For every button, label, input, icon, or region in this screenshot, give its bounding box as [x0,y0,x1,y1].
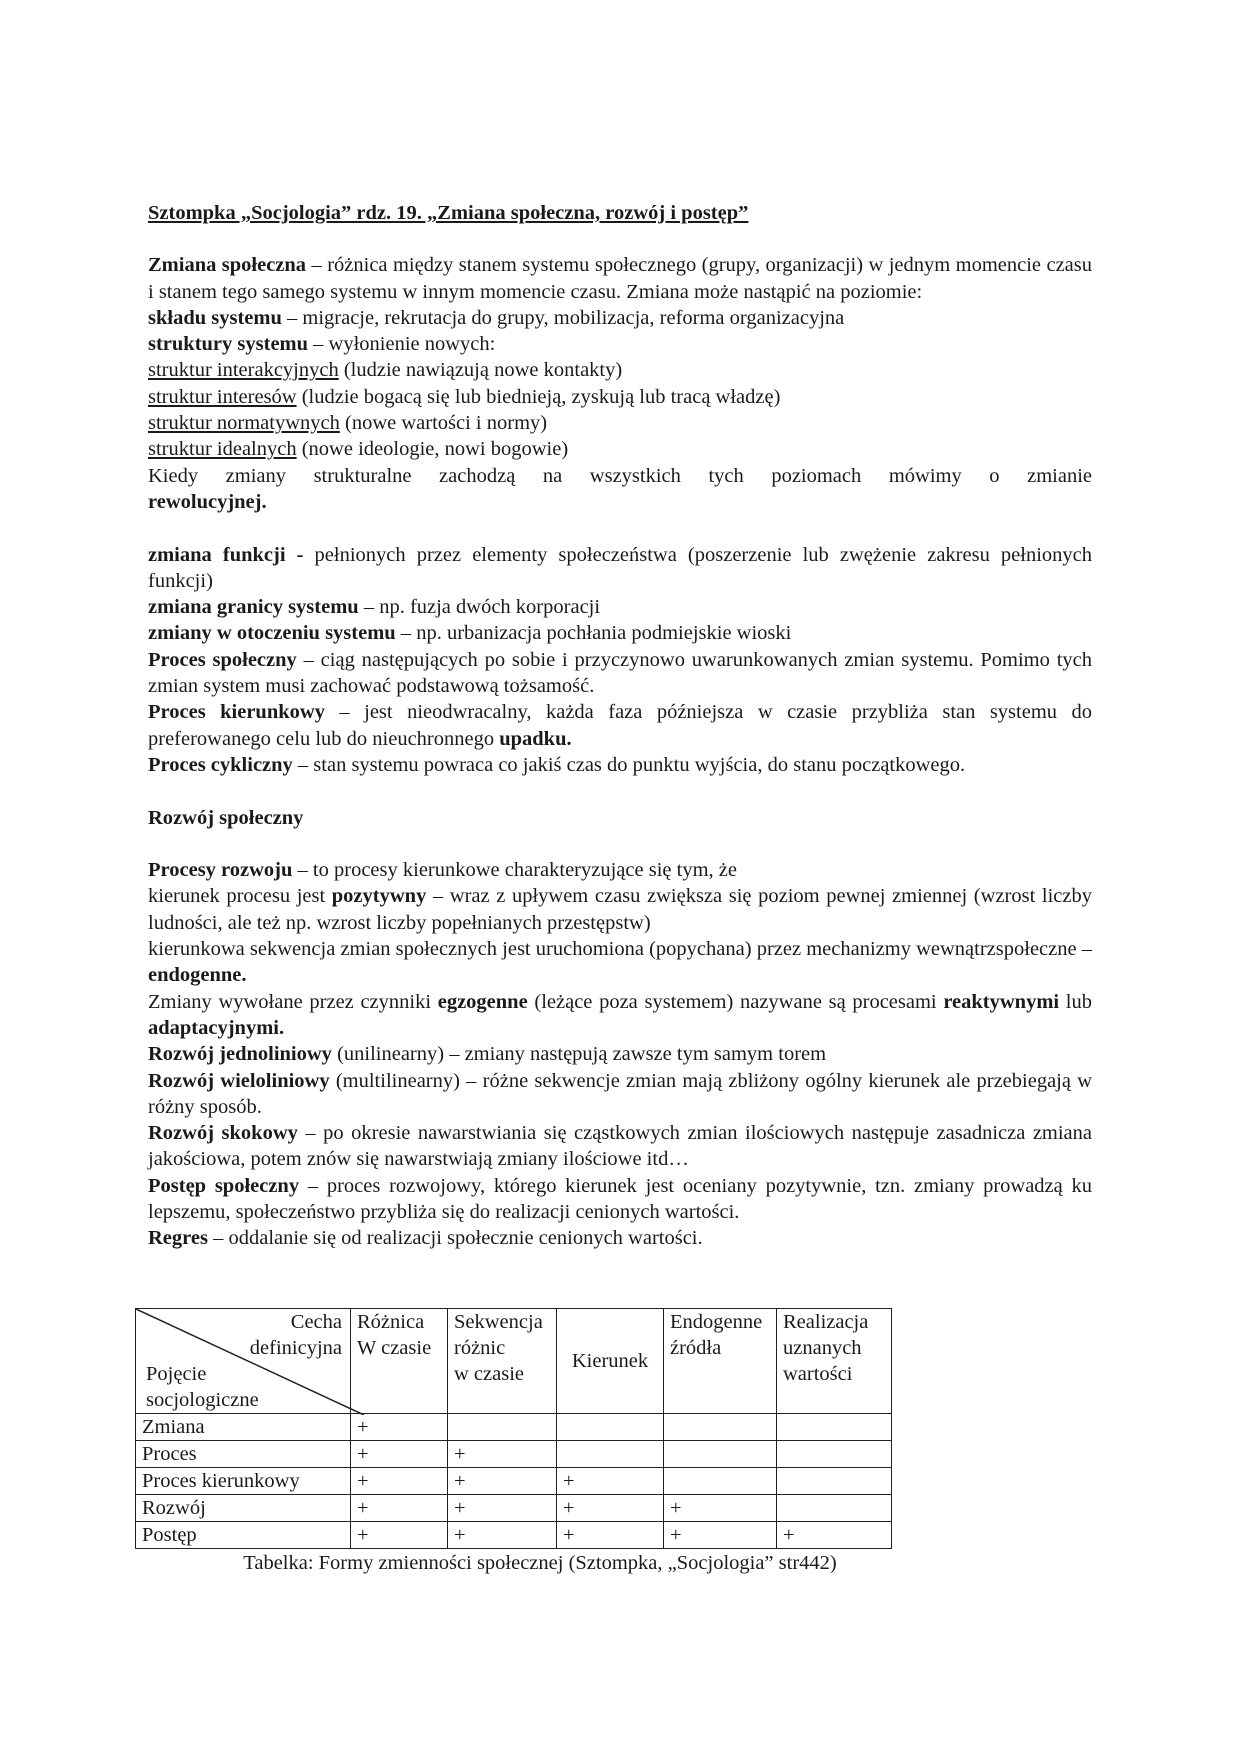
table-cell [557,1441,664,1468]
document-title: Sztompka „Socjologia” rdz. 19. „Zmiana społeczna, rozwój i postęp” [148,202,749,224]
paragraph-unilinear: Rozwój jednoliniowy (unilinearny) – zmiany następują zawsze tym samym torem [148,1043,827,1066]
paragraph-regress: Regres – oddalanie się od realizacji społecznie cenionych wartości. [148,1227,703,1250]
table-row [136,1495,892,1522]
paragraph-social-progress: Postęp społeczny – proces rozwojowy, którego kierunek jest oceniany pozytywnie, tzn. zmiany prowadzą ku lepszemu, społeczeństwo przybliża się do realizacji cenionych wartości. [148,1174,1092,1223]
table-cell: + [777,1522,892,1549]
paragraph-social-process: Proces społeczny – ciąg następujących po sobie i przyczynowo uwarunkowanych zmian systemu. Pomimo tych zmian system musi zachować podstawową tożsamość. [148,648,1093,698]
paragraph-ideal-structures: struktur idealnych (nowe ideologie, nowi bogowie) [148,438,569,461]
table-row [136,1441,892,1468]
paragraph-revolutionary-intro: Kiedy zmiany strukturalne zachodzą na wszystkich tych poziomach mówimy o zmianie [148,464,1092,487]
table-cell [664,1441,777,1468]
table-corner-cell [136,1309,351,1414]
paragraph-boundary-change: zmiana granicy systemu – np. fuzja dwóch korporacji [148,596,601,619]
table-row [136,1522,892,1549]
table-cell [777,1441,892,1468]
column-header: Realizacja uznanych wartości [777,1309,892,1414]
table-cell: + [448,1495,557,1522]
table-cell: + [664,1495,777,1522]
paragraph-endogenous: kierunkowa sekwencja zmian społecznych jest uruchomiona (popychana) przez mechanizmy wewnątrzspołeczne – endogenne. [148,938,1092,987]
corner-bottom-label: Pojęcie socjologiczne [146,1363,259,1411]
term: Zmiana społeczna [148,254,307,277]
paragraph-environment-change: zmiany w otoczeniu systemu – np. urbanizacja pochłania podmiejskie wioski [148,622,792,645]
table-caption: Tabelka: Formy zmienności społecznej (Sztompka, „Socjologia” str442) [243,1552,837,1574]
row-label: Zmiana [136,1414,351,1441]
column-header: Endogenne źródła [664,1309,777,1414]
table-cell: + [351,1495,448,1522]
table-cell [777,1468,892,1495]
table-cell [777,1495,892,1522]
table-cell: + [351,1441,448,1468]
row-label: Postęp [136,1522,351,1549]
column-header: Różnica W czasie [351,1309,448,1414]
table-row [136,1414,892,1441]
row-label: Rozwój [136,1495,351,1522]
paragraph-multilinear: Rozwój wieloliniowy (multilinearny) – różne sekwencje zmian mają zbliżony ogólny kierunek ale przebiegają w różny sposób. [148,1069,1092,1118]
table-cell: + [557,1495,664,1522]
paragraph-function-change: zmiana funkcji - pełnionych przez elementy społeczeństwa (poszerzenie lub zwężenie zakresu pełnionych funkcji) [148,543,1093,592]
section-heading-development: Rozwój społeczny [148,806,304,829]
corner-top-label: Cecha definicyjna [249,1311,342,1359]
row-label: Proces [136,1441,351,1468]
paragraph-interest-structures: struktur interesów (ludzie bogacą się lub biednieją, zyskują lub tracą władzę) [148,385,781,408]
table-cell: + [557,1468,664,1495]
document-body [148,200,1092,1252]
table-cell: + [351,1468,448,1495]
column-header: Sekwencja różnic w czasie [448,1309,557,1414]
table-cell: + [557,1522,664,1549]
paragraph-development-processes: Procesy rozwoju – to procesy kierunkowe charakteryzujące się tym, że [148,859,737,882]
paragraph-cyclic-process: Proces cykliczny – stan systemu powraca co jakiś czas do punktu wyjścia, do stanu początkowego. [148,753,966,776]
paragraph-system-structure: struktury systemu – wyłonienie nowych: [148,333,496,356]
table-cell [664,1468,777,1495]
paragraph-interaction-structures: struktur interakcyjnych (ludzie nawiązują nowe kontakty) [148,359,623,382]
table-cell [664,1414,777,1441]
paragraph-system-composition: składu systemu – migracje, rekrutacja do grupy, mobilizacja, reforma organizacyjna [148,306,845,329]
table-cell: + [448,1522,557,1549]
row-label: Proces kierunkowy [136,1468,351,1495]
paragraph-directional-process: Proces kierunkowy – jest nieodwracalny, każda faza późniejsza w czasie przybliża stan systemu do preferowanego celu lub do nieuchronnego upadku. [148,701,1092,750]
table-cell: + [351,1522,448,1549]
table-cell: + [448,1441,557,1468]
column-header: Kierunek [557,1309,664,1414]
paragraph-exogenous: Zmiany wywołane przez czynniki egzogenne (leżące poza systemem) nazywane są procesami reaktywnymi lub adaptacyjnymi. [148,990,1092,1039]
paragraph-social-change: Zmiana społeczna – różnica między stanem systemu społecznego (grupy, organizacji) w jednym momencie czasu i stanem tego samego systemu w innym momencie czasu. Zmiana może nastąpić na poziomie: [148,254,1092,303]
paragraph-leap-development: Rozwój skokowy – po okresie nawarstwiania się cząstkowych zmian ilościowych następuje zasadnicza zmiana jakościowa, potem znów się nawarstwiają zmiany ilościowe itd… [148,1122,1093,1171]
paragraph-normative-structures: struktur normatywnych (nowe wartości i normy) [148,412,548,435]
table-cell: + [351,1414,448,1441]
forms-of-change-table [135,1308,892,1549]
table-cell: + [448,1468,557,1495]
paragraph-revolutionary: rewolucyjnej. [148,490,267,513]
paragraph-positive-direction: kierunek procesu jest pozytywny – wraz z upływem czasu zwiększa się poziom pewnej zmiennej (wzrost liczby ludności, ale też np. wzrost liczby popełnianych przestępstw) [148,885,1092,934]
table-row [136,1468,892,1495]
table-cell: + [664,1522,777,1549]
table-cell [557,1414,664,1441]
table-cell [777,1414,892,1441]
table-header-row [136,1309,892,1414]
table-cell [448,1414,557,1441]
